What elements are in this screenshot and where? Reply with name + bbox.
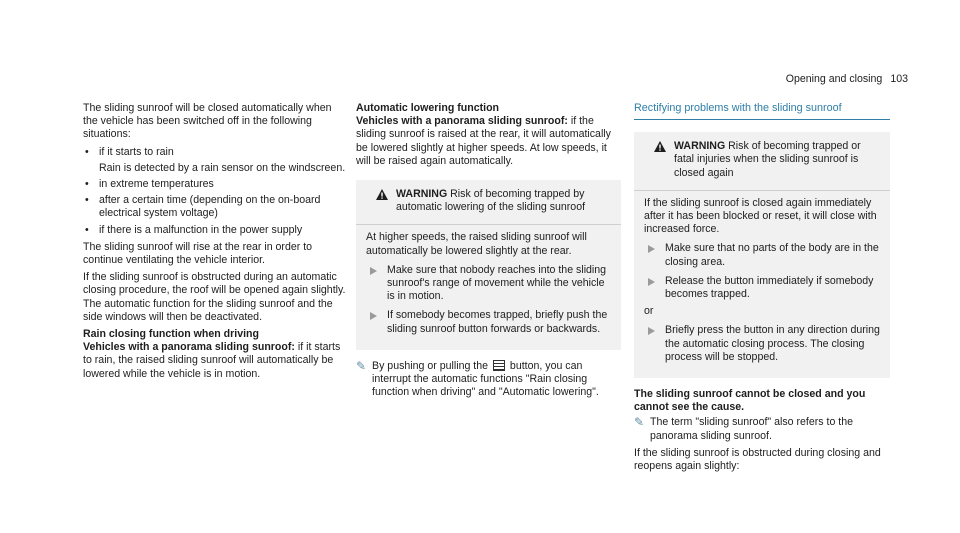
- list-item: • after a certain time (depending on the on-board electrical system voltage): [85, 194, 321, 220]
- sunroof-button-icon: [493, 360, 505, 371]
- warning-box: [356, 180, 621, 350]
- list-item: • if there is a malfunction in the power supply: [85, 223, 303, 236]
- paragraph: The sliding sunroof will rise at the rear in order to continue ventilating the vehicle interior.: [83, 240, 313, 267]
- column-right: [634, 102, 890, 477]
- warning-box: [634, 132, 890, 378]
- divider: [634, 190, 890, 191]
- warning-icon: [376, 189, 388, 200]
- arrow-icon: [370, 267, 377, 275]
- bullet-icon: •: [85, 145, 89, 158]
- warning-header: WARNING Risk of becoming trapped or fatal injuries when the sliding sunroof is closed again: [644, 140, 880, 184]
- paragraph: Vehicles with a panorama sliding sunroof: if the sliding sunroof is raised at the rear, it will automatically be lowered slightly at higher speeds. At low speeds, it will be raised again automatically.: [356, 115, 611, 167]
- warning-body: At higher speeds, the raised sliding sunroof will automatically be lowered slightly at the rear.: [366, 231, 587, 257]
- instruction-step: Briefly press the button in any direction during the automatic closing process. The closing process will be stopped.: [644, 324, 880, 364]
- note-icon: ✎: [356, 358, 367, 373]
- divider: [356, 224, 621, 225]
- or-label: or: [644, 305, 654, 318]
- column-left: [83, 102, 348, 385]
- situations-list: [83, 146, 348, 237]
- warning-icon: [654, 141, 666, 152]
- intro-paragraph: The sliding sunroof will be closed automatically when the vehicle has been switched off in the following situations:: [83, 102, 332, 141]
- note: ✎ By pushing or pulling the button, you can interrupt the automatic functions "Rain closing function when driving" and "Automatic lowering".: [356, 358, 599, 399]
- section-heading: Automatic lowering function: [356, 102, 500, 114]
- paragraph: If the sliding sunroof is obstructed during closing and reopens again slightly:: [634, 446, 881, 473]
- section-heading: Rain closing function when driving: [83, 328, 259, 341]
- section-title-link: Rectifying problems with the sliding sunroof: [634, 102, 890, 120]
- instruction-step: Release the button immediately if somebody becomes trapped.: [644, 275, 880, 301]
- paragraph: If the sliding sunroof is obstructed during an automatic closing procedure, the roof will be opened again slightly. The automatic function for the sliding sunroof and the side windows will then be deactivated.: [83, 271, 346, 323]
- bullet-icon: •: [85, 178, 89, 191]
- list-item: • in extreme temperatures: [85, 178, 214, 191]
- warning-body: If the sliding sunroof is closed again immediately after it has been blocked or reset, it will close with increased force.: [644, 196, 877, 236]
- section-heading: The sliding sunroof cannot be closed and you cannot see the cause.: [634, 388, 866, 414]
- column-middle: [356, 102, 621, 403]
- list-item: • if it starts to rain Rain is detected by a rain sensor on the windscreen.: [85, 145, 346, 174]
- paragraph: Vehicles with a panorama sliding sunroof: if it starts to rain, the raised sliding sunroof will automatically be lowered while the vehicle is in motion.: [83, 341, 341, 380]
- arrow-icon: [648, 327, 655, 335]
- section-title: Opening and closing: [785, 73, 883, 85]
- instruction-step: If somebody becomes trapped, briefly push the sliding sunroof button forwards or backwards.: [366, 309, 611, 335]
- instruction-step: Make sure that nobody reaches into the sliding sunroof's range of movement while the vehicle is in motion.: [366, 264, 611, 304]
- bullet-icon: •: [85, 223, 89, 236]
- page-number: 103: [890, 73, 908, 85]
- note: ✎ The term "sliding sunroof" also refers to the panorama sliding sunroof.: [634, 415, 854, 442]
- warning-header: WARNING Risk of becoming trapped by automatic lowering of the sliding sunroof: [366, 188, 611, 218]
- instruction-step: Make sure that no parts of the body are in the closing area.: [644, 242, 880, 268]
- arrow-icon: [648, 245, 655, 253]
- bullet-icon: •: [85, 194, 89, 207]
- arrow-icon: [370, 312, 377, 320]
- note-icon: ✎: [634, 415, 645, 430]
- page-header: [786, 73, 908, 86]
- arrow-icon: [648, 278, 655, 286]
